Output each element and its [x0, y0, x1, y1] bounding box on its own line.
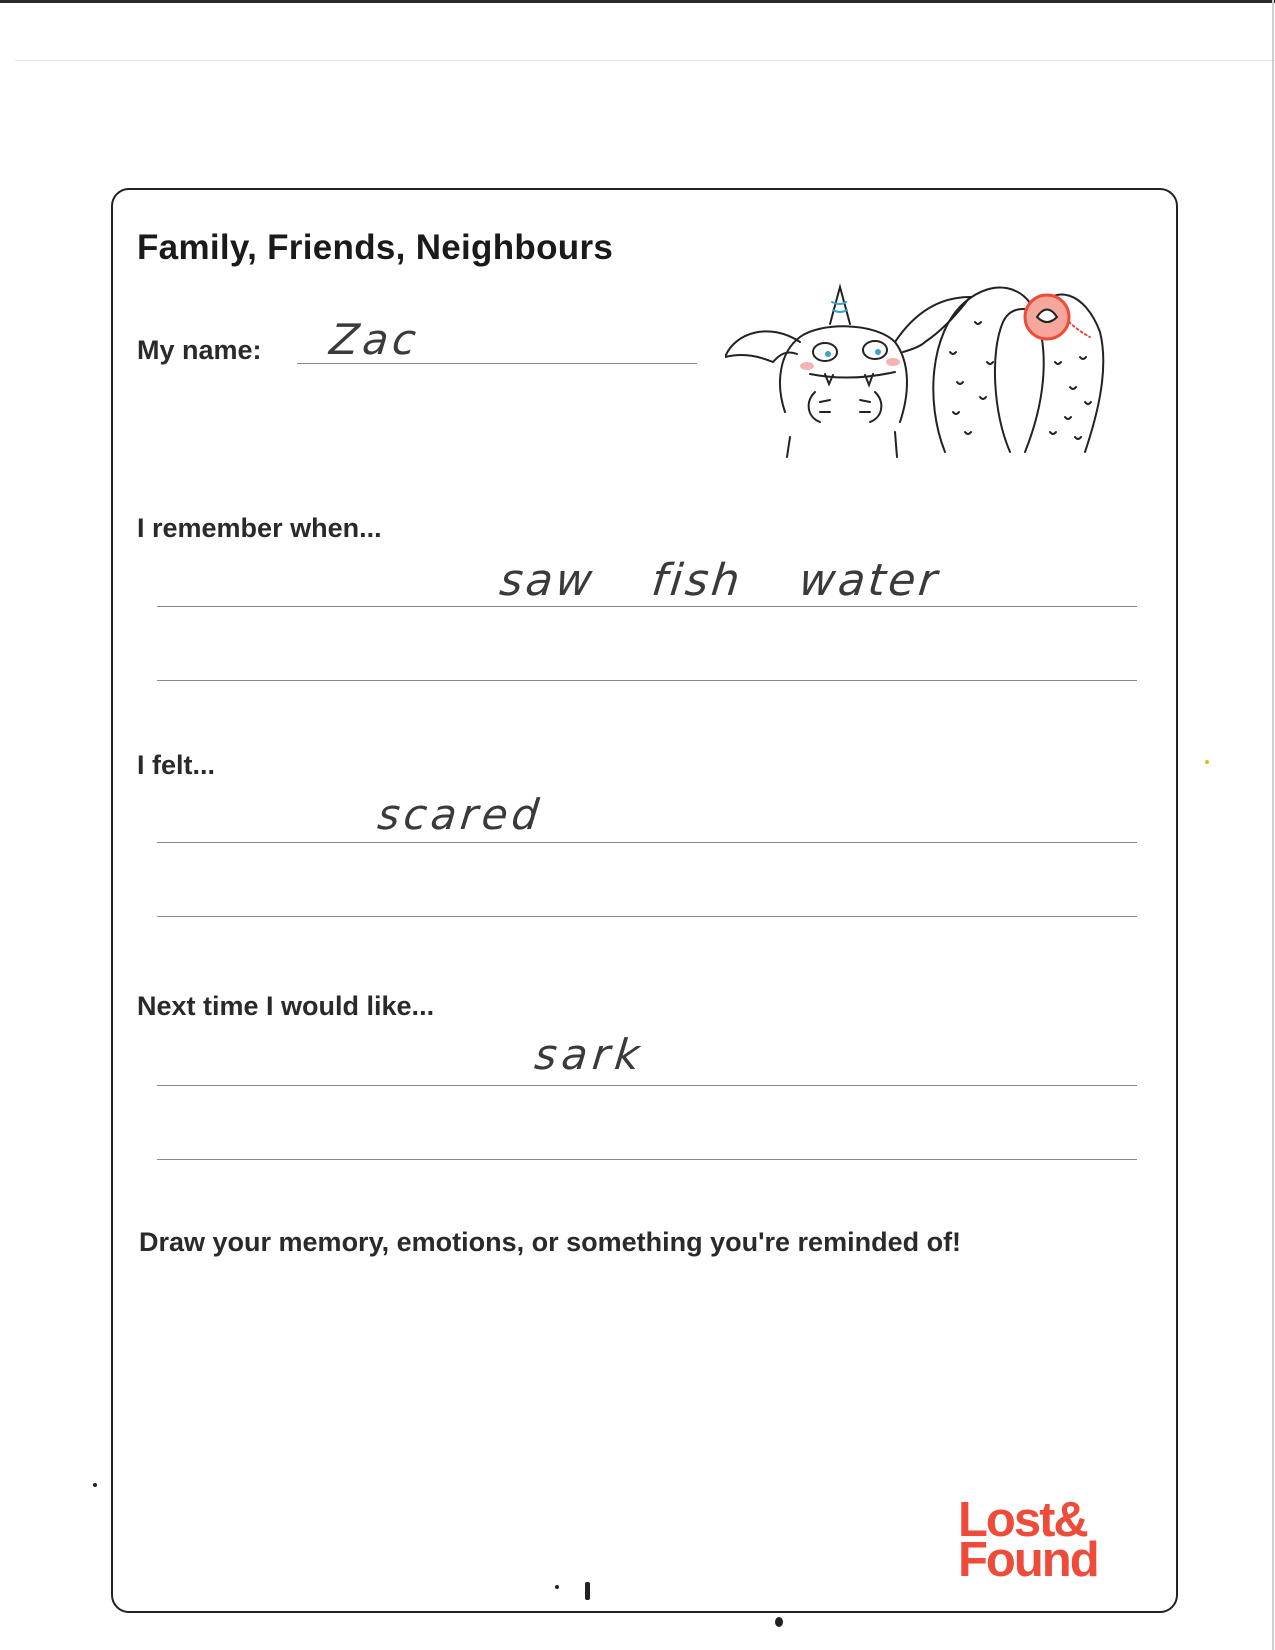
scan-edge	[15, 60, 1275, 61]
felt-line-2	[157, 916, 1137, 917]
felt-field[interactable]: scared	[375, 790, 546, 839]
next-line-2	[157, 1159, 1137, 1160]
worksheet-title: Family, Friends, Neighbours	[137, 228, 614, 267]
next-field[interactable]: sark	[532, 1030, 647, 1079]
scan-speck	[555, 1585, 559, 1589]
name-field[interactable]: Zac	[327, 315, 423, 364]
drawing-area[interactable]	[130, 1270, 1150, 1490]
scan-speck	[775, 1617, 783, 1627]
next-line-1	[157, 1085, 1137, 1086]
scan-edge	[1272, 0, 1274, 1650]
lost-and-found-logo	[958, 1493, 1138, 1587]
remember-line-2	[157, 680, 1137, 681]
draw-prompt: Draw your memory, emotions, or something you're reminded of!	[139, 1227, 962, 1257]
felt-line-1	[157, 842, 1137, 843]
logo-line-2: Found	[958, 1533, 1098, 1587]
next-label: Next time I would like...	[137, 991, 435, 1021]
remember-label: I remember when...	[137, 513, 382, 543]
monster-illustration	[725, 262, 1150, 462]
name-label: My name:	[137, 335, 262, 365]
scan-speck	[585, 1582, 590, 1600]
remember-field[interactable]: saw fish water	[497, 555, 943, 606]
felt-label: I felt...	[137, 750, 216, 780]
scan-edge	[0, 0, 1275, 3]
remember-line-1	[157, 606, 1137, 607]
scan-speck	[1205, 760, 1209, 764]
logo-line-1: Lost&	[958, 1493, 1087, 1547]
scan-speck	[93, 1483, 97, 1487]
